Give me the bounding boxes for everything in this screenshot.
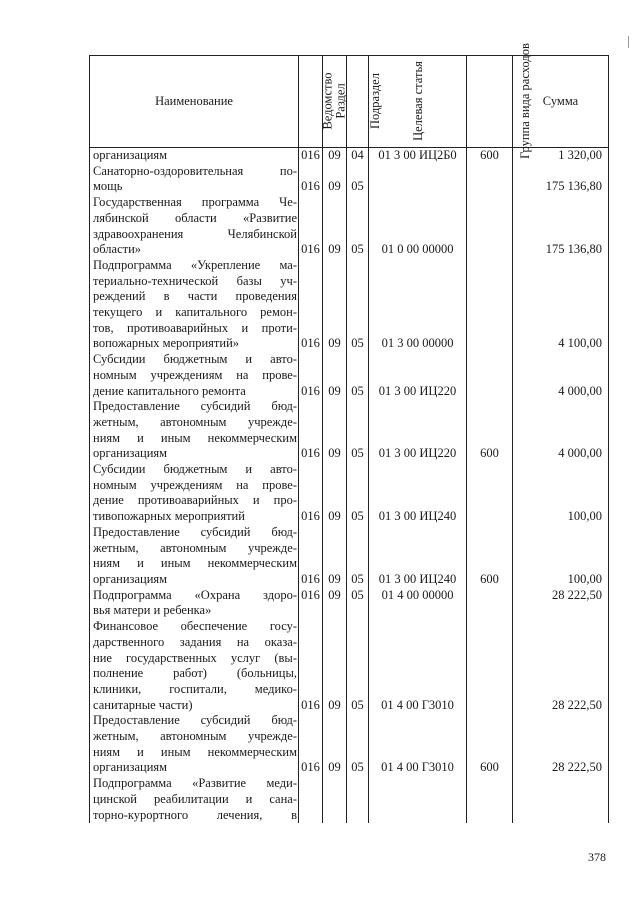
name-line: Предоставление субсидий бюд-	[93, 399, 297, 414]
name-line: торно-курортного лечения, в	[93, 807, 297, 822]
cell-subsection: 05	[347, 525, 369, 588]
cell-expense-group: 600	[467, 148, 513, 164]
name-line: Государственная программа Че-	[93, 195, 297, 210]
cell-subsection: 05	[347, 258, 369, 352]
name-line: Предоставление субсидий бюд-	[93, 713, 297, 728]
cell-amount: 28 222,50	[513, 619, 609, 713]
cell-department	[299, 776, 323, 823]
table-row	[90, 525, 609, 588]
table-row	[90, 462, 609, 525]
cell-name	[90, 525, 299, 588]
cell-amount: 1 320,00	[513, 148, 609, 164]
name-line: Финансовое обеспечение госу-	[93, 619, 297, 634]
cell-subsection: 05	[347, 619, 369, 713]
cell-subsection	[347, 776, 369, 823]
header-amount: Сумма	[513, 56, 609, 148]
cell-name	[90, 258, 299, 352]
name-line: Субсидии бюджетным и авто-	[93, 352, 297, 367]
table-row	[90, 776, 609, 823]
cell-expense-group	[467, 352, 513, 399]
cell-target-article: 01 3 00 ИЦ240	[369, 525, 467, 588]
name-line: дение капитального ремонта	[93, 383, 246, 398]
name-line: ниям и иным некоммерческим	[93, 744, 297, 759]
margin-tick	[628, 36, 629, 48]
cell-expense-group	[467, 164, 513, 195]
cell-section: 09	[323, 525, 347, 588]
table-row	[90, 195, 609, 258]
cell-section: 09	[323, 148, 347, 164]
name-line: Подпрограмма «Развитие меди-	[93, 776, 297, 791]
cell-target-article: 01 0 00 00000	[369, 195, 467, 258]
name-line: жетным, автономным учрежде-	[93, 540, 297, 555]
budget-table	[89, 42, 609, 823]
cell-section	[323, 776, 347, 823]
name-line: организациям	[93, 571, 168, 586]
name-line: Предоставление субсидий бюд-	[93, 524, 297, 539]
cell-name	[90, 619, 299, 713]
cell-name	[90, 713, 299, 776]
cell-expense-group	[467, 776, 513, 823]
cell-subsection: 05	[347, 462, 369, 525]
header-subsection: Подраздел	[347, 56, 369, 148]
cell-department: 016	[299, 713, 323, 776]
cell-department: 016	[299, 148, 323, 164]
cell-target-article	[369, 164, 467, 195]
name-line: Субсидии бюджетным и авто-	[93, 462, 297, 477]
table-row	[90, 619, 609, 713]
name-line: полнение работ) (больницы,	[93, 666, 297, 681]
cell-expense-group	[467, 258, 513, 352]
header-department: Ведомство	[299, 56, 323, 148]
cell-section: 09	[323, 195, 347, 258]
table-row	[90, 164, 609, 195]
cell-amount	[513, 776, 609, 823]
cell-section: 09	[323, 352, 347, 399]
cell-expense-group: 600	[467, 399, 513, 462]
cell-subsection: 05	[347, 588, 369, 619]
name-line: санитарные части)	[93, 697, 193, 712]
name-line: номным учреждениям на прове-	[93, 477, 297, 492]
cell-name	[90, 399, 299, 462]
name-line: реждений в части проведения	[93, 289, 297, 304]
cell-department: 016	[299, 619, 323, 713]
cell-target-article: 01 3 00 00000	[369, 258, 467, 352]
cell-target-article	[369, 776, 467, 823]
header-expense-group: Группа вида расходов	[467, 56, 513, 148]
cell-amount: 100,00	[513, 525, 609, 588]
cell-section: 09	[323, 258, 347, 352]
cell-target-article: 01 3 00 ИЦ220	[369, 399, 467, 462]
cell-subsection: 05	[347, 399, 369, 462]
cell-department: 016	[299, 164, 323, 195]
cell-section: 09	[323, 619, 347, 713]
name-line: жетным, автономным учрежде-	[93, 414, 297, 429]
table-row	[90, 588, 609, 619]
cell-name	[90, 195, 299, 258]
cell-name	[90, 352, 299, 399]
cell-expense-group	[467, 195, 513, 258]
cell-subsection: 05	[347, 164, 369, 195]
header-section: Раздел	[323, 56, 347, 148]
cell-department: 016	[299, 462, 323, 525]
table-row	[90, 352, 609, 399]
cell-amount: 28 222,50	[513, 713, 609, 776]
name-line: ниям и иным некоммерческим	[93, 556, 297, 571]
cell-target-article: 01 3 00 ИЦ240	[369, 462, 467, 525]
table-row	[90, 713, 609, 776]
name-line: дение противоаварийных и про-	[93, 493, 297, 508]
name-line: мощь	[93, 179, 123, 194]
cell-target-article: 01 4 00 Г3010	[369, 713, 467, 776]
cell-subsection: 05	[347, 713, 369, 776]
cell-department: 016	[299, 258, 323, 352]
name-line: здравоохранения Челябинской	[93, 226, 297, 241]
table-row	[90, 399, 609, 462]
name-line: тов, противоаварийных и проти-	[93, 320, 297, 335]
name-line: номным учреждениям на прове-	[93, 367, 297, 382]
cell-target-article: 01 3 00 ИЦ2Б0	[369, 148, 467, 164]
cell-amount: 100,00	[513, 462, 609, 525]
name-line: Подпрограмма «Укрепление ма-	[93, 257, 297, 272]
cell-expense-group	[467, 462, 513, 525]
cell-section: 09	[323, 588, 347, 619]
cell-amount: 4 000,00	[513, 352, 609, 399]
cell-expense-group: 600	[467, 525, 513, 588]
name-line: цинской реабилитации и сана-	[93, 791, 297, 806]
header-target-article: Целевая статья	[369, 56, 467, 148]
cell-expense-group	[467, 619, 513, 713]
cell-subsection: 05	[347, 352, 369, 399]
table-row	[90, 258, 609, 352]
table-header-row	[90, 56, 609, 148]
name-line: вопожарных мероприятий»	[93, 336, 240, 351]
cell-name	[90, 148, 299, 164]
page-number: 378	[588, 850, 606, 864]
cell-name	[90, 776, 299, 823]
cell-department: 016	[299, 352, 323, 399]
cell-target-article: 01 4 00 Г3010	[369, 619, 467, 713]
cell-department: 016	[299, 525, 323, 588]
cell-name	[90, 164, 299, 195]
cell-section: 09	[323, 164, 347, 195]
cell-amount: 28 222,50	[513, 588, 609, 619]
cell-target-article: 01 4 00 00000	[369, 588, 467, 619]
cell-amount: 4 000,00	[513, 399, 609, 462]
name-line: лябинской области «Развитие	[93, 210, 297, 225]
name-line: ниям и иным некоммерческим	[93, 430, 297, 445]
name-line: организациям	[93, 446, 168, 461]
name-line: вья матери и ребенка»	[93, 603, 212, 618]
name-line: ние государственных услуг (вы-	[93, 650, 297, 665]
name-line: области»	[93, 242, 142, 257]
cell-department: 016	[299, 399, 323, 462]
name-line: клиники, госпитали, медико-	[93, 681, 297, 696]
cell-amount: 4 100,00	[513, 258, 609, 352]
cell-subsection: 05	[347, 195, 369, 258]
cell-subsection: 04	[347, 148, 369, 164]
cell-section: 09	[323, 462, 347, 525]
cell-amount: 175 136,80	[513, 195, 609, 258]
name-line: дарственного задания на оказа-	[93, 634, 297, 649]
name-line: Санаторно-оздоровительная по-	[93, 163, 297, 178]
cell-target-article: 01 3 00 ИЦ220	[369, 352, 467, 399]
cell-expense-group: 600	[467, 713, 513, 776]
cell-department: 016	[299, 195, 323, 258]
cell-expense-group	[467, 588, 513, 619]
cell-amount: 175 136,80	[513, 164, 609, 195]
cell-name	[90, 462, 299, 525]
name-line: Подпрограмма «Охрана здоро-	[93, 587, 297, 602]
name-line: организациям	[93, 760, 168, 775]
cell-department: 016	[299, 588, 323, 619]
cell-name	[90, 588, 299, 619]
header-name: Наименование	[90, 56, 299, 148]
name-line: текущего и капитального ремон-	[93, 305, 297, 320]
name-line: организациям	[93, 148, 168, 162]
name-line: териально-технической базы уч-	[93, 273, 297, 288]
cell-section: 09	[323, 713, 347, 776]
name-line: тивопожарных мероприятий	[93, 509, 245, 524]
name-line: жетным, автономным учрежде-	[93, 729, 297, 744]
cell-section: 09	[323, 399, 347, 462]
